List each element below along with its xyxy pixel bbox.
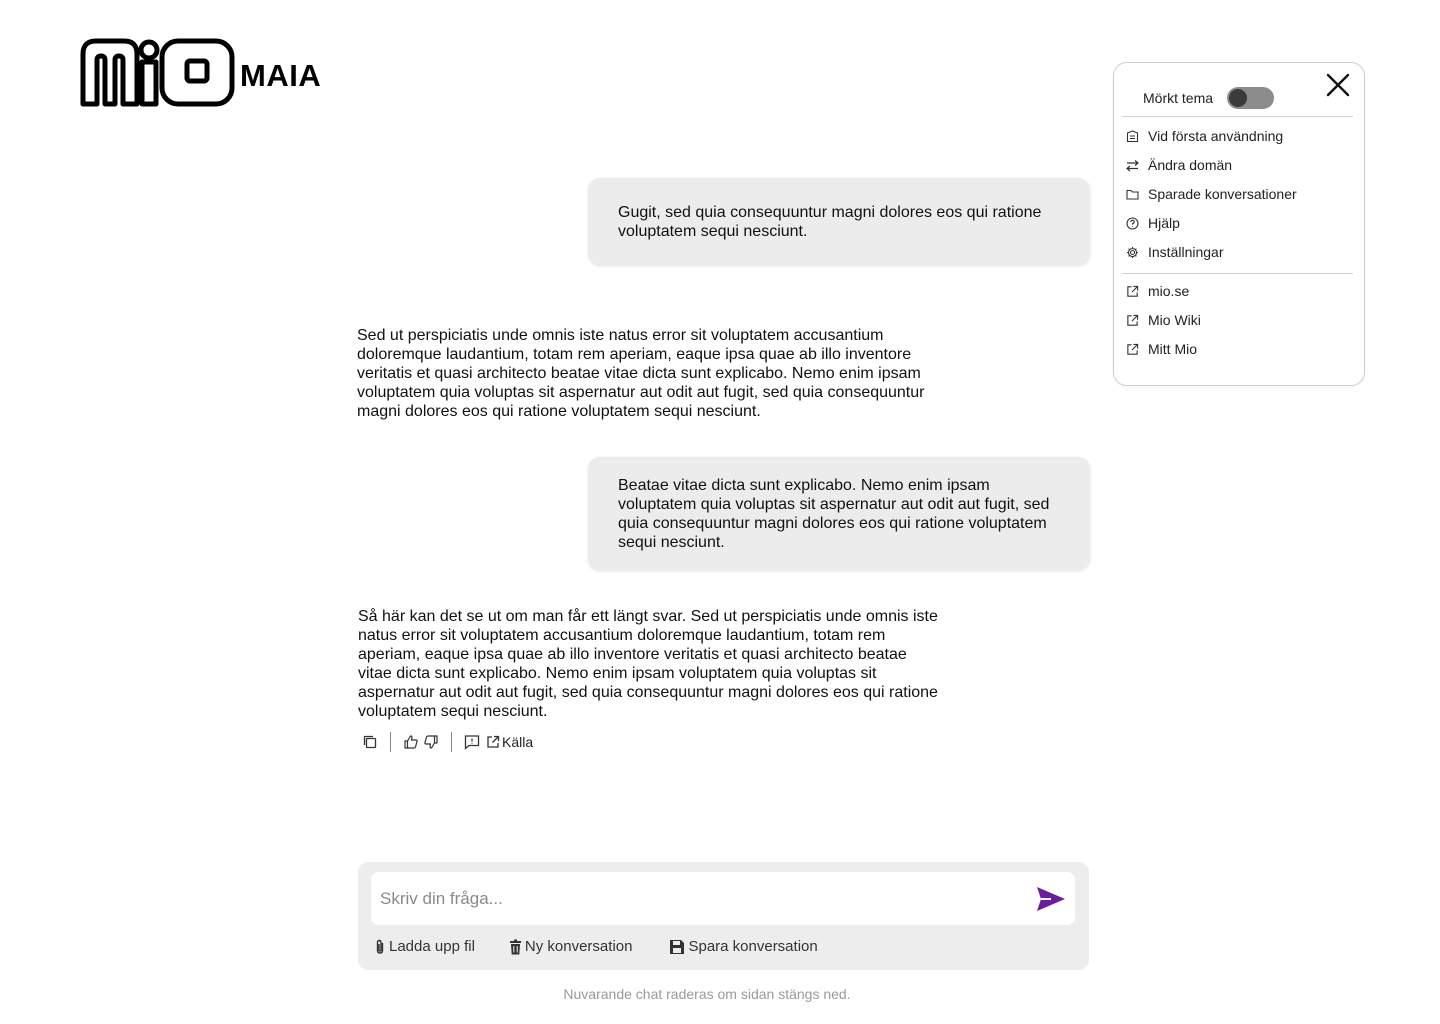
- thumbs-up-icon[interactable]: [401, 732, 421, 752]
- user-message: [588, 178, 1090, 265]
- menu-item-label: Ändra domän: [1148, 157, 1233, 173]
- trash-icon: [509, 939, 522, 955]
- footer-note: Nuvarande chat raderas om sidan stängs ned.: [563, 986, 851, 1002]
- menu-divider: [1122, 116, 1353, 117]
- copy-icon[interactable]: [360, 732, 380, 752]
- menu-item-change-domain[interactable]: [1125, 155, 1232, 175]
- menu-divider: [1122, 273, 1353, 274]
- external-link-icon: [1125, 313, 1139, 327]
- paperclip-icon: [374, 939, 386, 955]
- user-message-text: Beatae vitae dicta sunt explicabo. Nemo enim ipsam voluptatem quia voluptas sit aspernatur aut odit aut fugit, sed quia consequuntur magni dolores eos qui ratione voluptatem sequi nesciunt.: [618, 476, 1050, 551]
- thumbs-down-icon[interactable]: [421, 732, 441, 752]
- new-conversation-label: Ny konversation: [524, 938, 633, 955]
- help-icon: [1125, 216, 1139, 230]
- question-input[interactable]: [371, 872, 1021, 925]
- menu-item-first-use[interactable]: [1125, 126, 1283, 146]
- menu-item-help[interactable]: [1125, 213, 1180, 233]
- gear-icon: [1125, 245, 1139, 259]
- external-link-icon: [1125, 284, 1139, 298]
- menu-link-mio-wiki[interactable]: [1125, 310, 1201, 330]
- menu-item-settings[interactable]: [1125, 242, 1224, 262]
- menu-link-label: mio.se: [1148, 283, 1190, 299]
- answer-actions: [360, 731, 533, 753]
- save-conversation-button[interactable]: [669, 938, 817, 955]
- toggle-knob: [1229, 89, 1247, 107]
- question-input-wrapper: [371, 872, 1075, 925]
- product-name: MAIA: [240, 58, 322, 93]
- external-link-icon: [1125, 342, 1139, 356]
- menu-item-saved-conversations[interactable]: [1125, 184, 1297, 204]
- menu-item-label: Vid första användning: [1148, 128, 1284, 144]
- upload-file-button[interactable]: [374, 938, 475, 955]
- menu-link-label: Mio Wiki: [1148, 312, 1201, 328]
- menu-link-label: Mitt Mio: [1148, 341, 1197, 357]
- folder-icon: [1125, 187, 1139, 201]
- send-button[interactable]: [1031, 882, 1071, 916]
- composer-toolbar: [374, 938, 818, 955]
- user-message-text: Gugit, sed quia consequuntur magni dolores eos qui ratione voluptatem sequi nesciunt.: [618, 203, 1042, 240]
- mio-logo-mark: [80, 38, 236, 108]
- divider: [451, 732, 452, 752]
- dark-theme-toggle[interactable]: [1227, 87, 1274, 109]
- dark-theme-setting: [1143, 87, 1274, 109]
- menu-item-label: Hjälp: [1148, 215, 1180, 231]
- logo: [80, 38, 321, 108]
- save-conversation-label: Spara konversation: [688, 938, 818, 955]
- feedback-icon[interactable]: [462, 732, 482, 752]
- close-menu-button[interactable]: [1322, 69, 1354, 101]
- assistant-message: Så här kan det se ut om man får ett längt svar. Sed ut perspiciatis unde omnis iste natus error sit voluptatem accusantium doloremque laudantium, totam rem aperiam, eaque ipsa quae ab illo inventore veritatis et quasi architecto beatae vitae dicta sunt explicabo. Nemo enim ipsam voluptatem quia voluptas sit aspernatur aut odit aut fugit, sed quia consequuntur magni dolores eos qui ratione voluptatem sequi nesciunt.: [358, 608, 938, 720]
- side-menu: [1113, 62, 1365, 386]
- divider: [390, 732, 391, 752]
- dark-theme-label: Mörkt tema: [1143, 90, 1214, 106]
- new-conversation-button[interactable]: [509, 938, 633, 955]
- user-message: [588, 457, 1090, 570]
- source-link[interactable]: [486, 734, 533, 750]
- source-label: Källa: [502, 734, 534, 750]
- send-icon: [1035, 885, 1067, 913]
- external-link-icon: [486, 735, 500, 749]
- menu-item-label: Sparade konversationer: [1148, 186, 1297, 202]
- assistant-message: Sed ut perspiciatis unde omnis iste natus error sit voluptatem accusantium doloremque laudantium, totam rem aperiam, eaque ipsa quae ab illo inventore veritatis et quasi architecto beatae vitae dicta sunt explicabo. Nemo enim ipsam voluptatem quia voluptas sit aspernatur aut odit aut fugit, sed quia consequuntur magni dolores eos qui ratione voluptatem sequi nesciunt.: [357, 327, 925, 420]
- menu-item-label: Inställningar: [1148, 244, 1224, 260]
- book-icon: [1125, 129, 1139, 143]
- swap-icon: [1125, 158, 1139, 172]
- close-icon: [1326, 73, 1350, 97]
- composer: [358, 862, 1089, 970]
- upload-file-label: Ladda upp fil: [389, 938, 475, 955]
- save-icon: [669, 939, 685, 955]
- menu-link-mio-se[interactable]: [1125, 281, 1189, 301]
- menu-link-mitt-mio[interactable]: [1125, 339, 1197, 359]
